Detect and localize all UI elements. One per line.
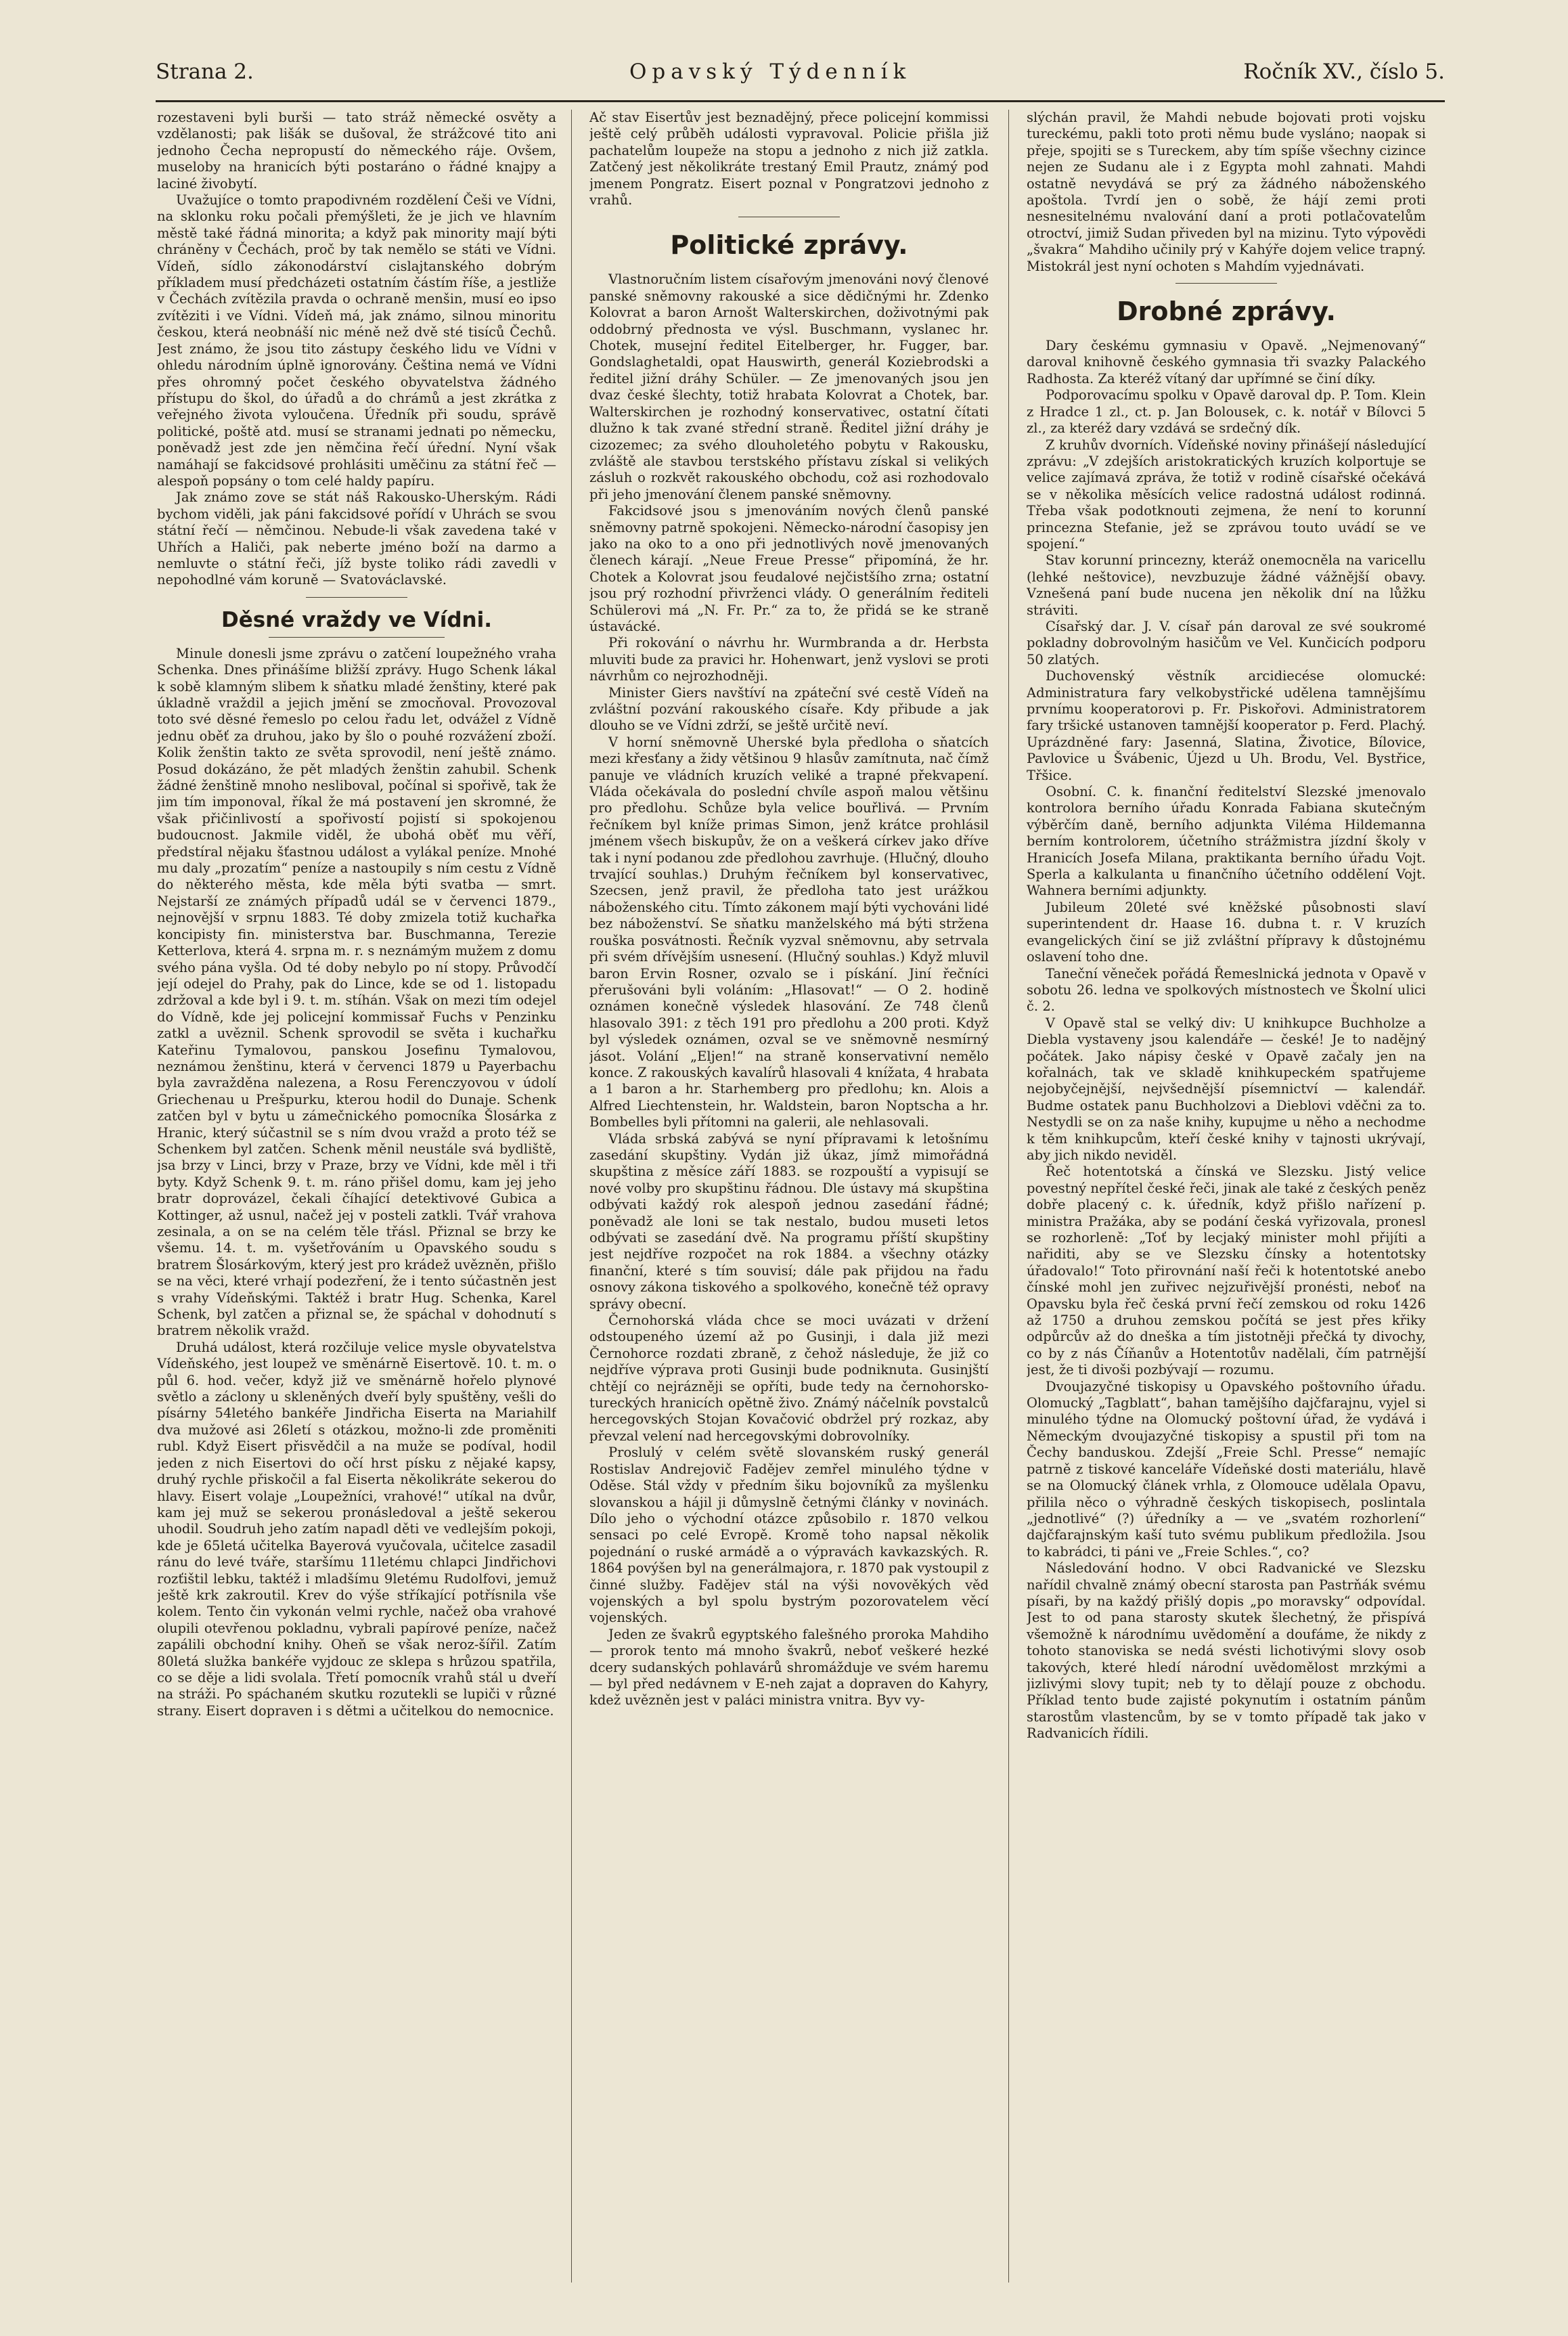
article-paragraph: Černohorská vláda chce se moci uvázati v držení odstoupeného území až po Gusinji, i dala již mezi Černohorce rozdati zbraně, z čehož následuje, že již co nejdříve výprava proti Gusinji bude podniknuta. Gusinjští chtějí co nejrázněji se opříti, bude tedy na černohorsko-tureckých hranicích opětně živo. Známý náčelník povstalců hercegovských Stojan Kovačović obdržel prý rozkaz, aby převzal velení nad hercegovskými dobrovolníky. [589,1313,989,1444]
article-paragraph: Jeden ze švakrů egyptského falešného proroka Mahdiho — prorok tento má mnoho švakrů, neboť veškeré hezké dcery sudanských pohlavárů shromážduje ve svém haremu — byl před nedávnem v E-neh zajat a dopraven do Kahyry, kdež uvězněn jest v paláci ministra vnitra. Byv vy- [589,1626,989,1709]
article-paragraph: V horní sněmovně Uherské byla předloha o sňatcích mezi křesťany a židy většinou 9 hlasův zamítnuta, nač čímž panuje ve vládních kruzích veliké a trapné překvapení. Vláda očekávala do poslední chvíle aspoň malou většinu pro předlohu. Schůze byla velice bouřlivá. — Prvním řečníkem byl kníže primas Simon, jenž krátce prohlásil jménem všech biskupův, že on a veškerá církev jako dříve tak i nyní podanou zde předlohou zavrhuje. (Hlučný, dlouho trvající souhlas.) Druhým řečníkem byl konservativec, Szecsen, jenž pravil, že předloha tato jest urážkou náboženského citu. Tímto zákonem mají býti vychováni lidé bez náboženství. Se sňatku manželského má býti stržena rouška posvátnosti. Řečník vyzval sněmovnu, aby setrvala při svém dřívějším usnesení. (Hlučný souhlas.) Když mluvil baron Ervin Rosner, ozvalo se i pískání. Jiní řečníci přerušováni byli voláním: „Hlasovat!“ — O 2. hodině oznámen konečně výsledek hlasování. Ze 748 členů hlasovalo 391: z těch 191 pro předlohu a 200 proti. Když byl výsledek oznámen, ozval se ve sněmovně nesmírný jásot. Volání „Eljen!“ na straně konservativní nemělo konce. Z rakouských kavalírů hlasovali 4 knížata, 4 hrabata a 1 baron a hr. Starhemberg pro předlohu; kn. Alois a Alfred Liechtenstein, hr. Waldstein, baron Noptscha a hr. Bombelles byli přítomni na galerii, ale nehlasovali. [589,734,989,1130]
news-item: Z kruhův dvorních. Vídeňské noviny přinášejí následující zprávu: „V zdejších aristokratických kruzích kolportuje se velice zajímavá zpráva, že totiž v rodině císařské očekává se v několika měsících velice radostná událost rodinná. Třeba však podotknouti zejmena, že není to korunní princezna Stefanie, jež se zprávou touto uvádí se ve spojení.“ [1027,437,1426,552]
article-paragraph: Vlastnoručním listem císařovým jmenováni nový členové panské sněmovny rakouské a sice dědičnými hr. Zdenko Kolovrat a baron Arnošt Walterskirchen, doživotnými pak oddobrný přednosta ve výsl. Buschmann, vyslanec hr. Chotek, musejní ředitel Eitelberger, hr. Fugger, bar. Gondslaghetaldi, opat Hauswirth, generál Koziebrodski a ředitel jižní dráhy Schüler. — Ze jmenovaných jsou jen dvaz české šlechty, totiž hrabata Kolovrat a Chotek, bar. Walterskirchen je rozhodný konservativec, ostatní čítati dlužno k tak zvané střední straně. Ředitel jižní dráhy je cizozemec; za svého dlouholetého pobytu v Rakousku, zvláště ale stavbou terstského přístavu získal si velikých zásluh o rozkvět rakouského obchodu, což asi rozhodovalo při jeho jmenování členem panské sněmovny. [589,271,989,502]
column-1 [157,110,556,2283]
section-divider [306,597,407,598]
masthead-title: Opavský Týdenník [629,60,912,84]
section-heading-political-news: Politické zprávy. [670,230,908,261]
article-paragraph: Minister Giers navštíví na zpáteční své cestě Vídeň na zvláštní pozvání rakouského císaře. Kdy přibude a jak dlouho se ve Vídni zdrží, se ještě určitě neví. [589,684,989,734]
news-item: Řeč hotentotská a čínská ve Slezsku. Jistý velice povestný nepřítel české řeči, jinak ale také z českých peněz dobře placený c. k. úředník, když přišlo nařízení p. ministra Pražáka, aby se podání česká vyřizovala, pronesl se rozhorleně: „Toť by lecjaký minister mohl přijíti a nařiditi, aby se ve Slezsku čínsky a hotentotsky úřadovalo!“ Toto přirovnání naší řeči k hotentotské anebo čínské mohl jen zuřivec nejzuřivější pronésti, neboť na Opavsku byla řeč česká první řečí zemskou od roku 1426 až 1750 a druhou zemskou počítá se jest přes křiky odpůrcův až do dneška a tím jistotněji přečká ty divochy, co by z nás Číňanův a Hotentotův nadělali, čím patrnější jest, že ti divoši pozbývají — rozumu. [1027,1164,1426,1378]
column-2 [589,110,989,2283]
section-divider [1175,283,1277,284]
news-item: Duchovenský věstník arcidiecése olomucké: Administratura fary velkobystřické udělena tamnějšímu prvnímu kooperatorovi p. Fr. Piskořovi. Administratorem fary tršické ustanoven tamnější kooperator p. Ferd. Plachý. Uprázdněné fary: Jasenná, Slatina, Životice, Bílovice, Pavlovice u Švábenic, Újezd u Uh. Brodu, Vel. Bystřice, Třšice. [1027,668,1426,783]
news-item: Taneční věneček pořádá Řemeslnická jednota v Opavě v sobotu 26. ledna ve spolkových místnostech ve Školní ulici č. 2. [1027,965,1426,1015]
issue-info: Ročník XV., číslo 5. [1243,60,1445,84]
section-heading-short-news: Drobné zprávy. [1117,296,1336,327]
article-paragraph: Minule donesli jsme zprávu o zatčení loupežného vraha Schenka. Dnes přinášíme bližší zprávy. Hugo Schenk lákal k sobě klamným slibem k sňatku mladé ženštiny, které pak úkladně vraždil a jejich jmění se zmocňoval. Provozoval toto své děsné řemeslo po celou řadu let, odvážel z Vídně jednu oběť za druhou, jako by šlo o pouhé rozvážení zboží. Kolik ženštin takto ze světa sprovodil, není ještě známo. Posud dokázáno, že pět mladých ženštin zahubil. Schenk žádné ženštině mnoho nesliboval, počínal si spořivě, tak že jim tím imponoval, říkal že má postavení jen skromné, že však přičinlivostí a spořivostí pojistí si spokojenou budoucnost. Jakmile viděl, že ubohá oběť mu věří, předstíral nějaku šťastnou událost a vylákal peníze. Mnohé mu daly „prozatím“ peníze a nastoupily s ním cestu z Vídně do některého města, kde měla býti svatba — smrt. Nejstarší ze známých případů udál se v červenci 1879., nejnovější v srpnu 1883. Té doby zmizela totiž kuchařka koncipisty fin. ministerstva bar. Buschmanna, Terezie Ketterlova, která 4. srpna m. r. s neznámým mužem z domu svého pána vyšla. Od té doby nebylo po ní stopy. Průvodčí její odejel do Prahy, pak do Lince, kde se od 1. listopadu zdržoval a kde byl i 9. t. m. stíhán. Však on mezi tím odejel do Vídně, kde jej policejní kommissař Fuchs v Penzinku zatkl a uvěznil. Schenk sprovodil se světa i kuchařku Kateřinu Tymalovou, panskou Josefinu Tymalovou, neznámou ženštinu, která v červenci 1879 u Payerbachu byla zavražděna nalezena, a Rosu Ferenczyovou v údolí Griechenau u Prešpurku, kterou hodil do Dunaje. Schenk zatčen byl v bytu u zámečnického pomocníka Šlosárka z Hranic, který súčastnil se s ním dvou vražd a proto též se Schenkem byl zatčen. Schenk měnil neustále svá bydliště, jsa brzy v Linci, brzy v Praze, brzy ve Vídni, kde měl i tři byty. Když Schenk 9. t. m. ráno přišel domu, kam jej jeho bratr doprovázel, čekali číhající detektivové Gubica a Kottinger, až usnul, načež jej v posteli zatkli. Tvář vrahova zesinala, a on se na celém těle třásl. Přiznal se brzy ke všemu. 14. t. m. vyšetřováním u Opavského soudu s bratrem Šlosárkovým, který jest pro krádež uvězněn, přišlo se na věci, které vrhají podezření, že i tento súčastněn jest s vrahy Vídeňskými. Taktéž i bratr Hug. Schenka, Karel Schenk, byl zatčen a přiznal se, že spáchal v dohodnutí s bratrem několik vražd. [157,645,556,1339]
news-item: Následování hodno. V obci Radvanické ve Slezsku nařídil chvalně známý obecní starosta pan Pastrňák svému písaři, by na každý přišlý dopis „po moravsky“ odpovídal. Jest to od pana starosty skutek šlechetný, že přispívá všemožně k národnímu uvědomění a doufáme, že nikdy z tohoto stanoviska se nedá svésti lichotivými slovy osob takových, které hledí národní uvědomělost mrzkými a jizlivými slovy tupit; neb ty to dělají pouze z obchodu. Příklad tento bude zajisté pokynutím i ostatním pánům starostům vlastencům, by se v tomto případě tak jako v Radvanicích řídili. [1027,1560,1426,1742]
article-paragraph: Při rokování o návrhu hr. Wurmbranda a dr. Herbsta mluviti bude za pravici hr. Hohenwart, jenž vyslovi se proti návrhům co nejrozhodněji. [589,635,989,684]
heading-underline [269,637,445,638]
article-paragraph: Uvažujíce o tomto prapodivném rozdělení Češi ve Vídni, na sklonku roku počali přemýšleti, že je jich ve hlavním městě také řádná minorita; a když pak minority mají býti chráněny v Čechách, proč by tak nemělo se státi ve Vídni. Vídeň, sídlo zákonodárství cislajtanského dobrým příkladem musí předcházeti ostatním částím říše, a jestliže v Čechách zvítězila pravda o ochraně menšin, musí eo ipso zvítěziti i ve Vídni. Vídeň má, jak známo, silnou minoritu českou, která neobnáší nic méně než dvě sté tisíců Čechů. Jest známo, že jsou tito zástupy českého lidu ve Vídni v ohledu národním úplně ignorovány. Čeština nemá ve Vídni přes ohromný počet českého obyvatelstva žádného přístupu do škol, do úřadů a do chrámů a jest zkrátka z veřejného života vyloučena. Úředník při soudu, správě politické, poště atd. musí se stranami jednati po německu, poněvadž jest zde jen němčina řečí úřední. Nyní však namáhají se fakcidsové prohlásiti uměčinu za státní řeč — alespoň popsány o tom celé haldy papíru. [157,192,556,489]
column-3 [1027,110,1426,2283]
column-rule [1008,110,1009,2283]
news-item: Stav korunní princezny, kteráž onemocněla na varicellu (lehké neštovice), nevzbuzuje žádné vážnější obavy. Vznešená paní bude nucena jen několik dní na lůžku stráviti. [1027,552,1426,618]
news-item: V Opavě stal se velký div: U knihkupce Buchholze a Diebla vystaveny jsou kalendáře — české! Je to nadějný počátek. Jako nápisy české v Opavě začaly jen na kořalnách, tak ve skladě knihkupeckém spatřujeme nejobyčejnější, nejvšednější písemnictví — kalendář. Budme ostatek panu Buchholzovi a Dieblovi vděčni za to. Nestydli se on za naše knihy, kupujme u něho a nechodme k těm knihkupcům, kteří české knihy v tajnosti ukrývají, aby jich nikdo neviděl. [1027,1015,1426,1163]
running-head [156,60,1445,100]
article-paragraph: rozestaveni byli burši — tato stráž německé osvěty a vzdělanosti; pak lišák se dušoval, že strážcové tito ani jednoho Čecha nepropustí do německého ráje. Ovšem, museloby na hranicích býti postaráno o řádné knajpy a laciné živobytí. [157,110,556,192]
news-item: Podporovacímu spolku v Opavě daroval dp. P. Tom. Klein z Hradce 1 zl., ct. p. Jan Bolousek, c. k. notář v Bílovci 5 zl., za kteréž dary vzdává se srdečný dík. [1027,387,1426,437]
article-paragraph: Ač stav Eisertův jest beznadějný, přece policejní kommissi ještě celý průběh události vypravoval. Policie přišla již pachatelům loupeže na stopu a jednoho z nich již zatkla. Zatčený jest několikráte trestaný Emil Prautz, známý pod jmenem Pongratz. Eisert poznal v Pongratzovi jednoho z vrahů. [589,110,989,208]
article-paragraph: Proslulý v celém světě slovanském ruský generál Rostislav Andrejovič Fadějev zemřel minulého týdne v Oděse. Stál vždy v předním šiku bojovníků za myšlenku slovanskou a hájil ji důmyslně četnými články v novinách. Dílo jeho o východní otázce způsobilo r. 1870 velkou sensaci po celé Evropě. Kromě toho napsal několik pojednání o ruské armádě a o výpravách kavkazských. R. 1864 povýšen byl na generálmajora, r. 1870 pak vystoupil z činné služby. Fadějev stál na výši novověkých věd vojenských a byl spolu bystrým pozorovatelem věcí vojenských. [589,1445,989,1626]
article-paragraph: Jak známo zove se stát náš Rakousko-Uherským. Rádi bychom viděli, jak páni fakcidsové pořídí v Uhrách se svou státní řečí — němčinou. Nebude-li však zavedena také v Uhřích a Haliči, pak neberte jméno boží na darmo a nemluvte o státní řeči, jíž byste toliko rádi zavedli v nepohodlné vám koruně — Svatováclavské. [157,489,556,588]
column-rule [571,110,572,2283]
article-paragraph: Druhá událost, která rozčiluje velice mysle obyvatelstva Vídeňského, jest loupež ve směnárně Eisertově. 10. t. m. o půl 6. hod. večer, když již ve směnárně hořelo plynové světlo a záclony u skleněných dveří byly spuštěny, vešli do písárny 54letého bankéře Jindřicha Eiserta na Mariahilf dva mužové asi 26letí s otázkou, možno-li zde proměniti rubl. Když Eisert přisvědčil a na muže se podíval, hodil jeden z nich Eisertovi do očí hrst písku z nějaké kapsy, druhý rychle přiskočil a fal Eiserta několikráte sekerou do hlavy. Eisert volaje „Loupežníci, vrahové!“ utíkal na dvůr, kam jej muž se sekerou pronásledoval a ještě sekerou uhodil. Soudruh jeho zatím napadl děti ve vedlejším pokoji, kde je 65letá učitelka Bayerová vyučovala, učitelce zasadil ránu do levé tváře, staršímu 11letému chlapci Jindřichovi rozťištil lebku, taktéž i mladšímu 9letému Rudolfovi, jemuž ještě krk zakroutil. Krev do výše stříkající potřísnila vše kolem. Tento čin vykonán velmi rychle, načež oba vrahové olupili otevřenou pokladnu, vybrali papírové peníze, načež zapálili obchodní knihy. Oheň se však neroz-šířil. Zatím 80letá služka bankéře vyjdouc ze sklepa s hrůzou spatřila, co se děje a lidi svolala. Třetí pomocník vrahů stál u dveří na stráži. Po spáchaném skutku rozutekli se lupiči v různé strany. Eisert dopraven i s dětmi a učitelkou do nemocnice. [157,1339,556,1719]
section-heading-vienna-murders: Děsné vraždy ve Vídni. [221,607,493,632]
news-item: Osobní. C. k. finanční ředitelství Slezské jmenovalo kontrolora berního úřadu Konrada Fabiana skutečným výběrčím daně, berního adjunkta Viléma Hildemanna berním kontrolorem, účetního strážmistra jízdní školy v Hranicích Josefa Milana, praktikanta berního úřadu Vojt. Sperla a kalkulanta u finančního účetního oddělení Vojt. Wahnera berními adjunkty. [1027,784,1426,899]
article-paragraph: slýchán pravil, že Mahdi nebude bojovati proti vojsku tureckému, pakli toto proti němu bude vysláno; naopak si přeje, spojiti se s Tureckem, aby tím spíše všechny cizince nejen ze Sudanu ale i z Egypta mohl zahnati. Mahdi ostatně nevydává se prý za žádného náboženského apoštola. Tvrdí jen o sobě, že hájí zemi proti nesnesitelnému nvalování daní a proti potlačovatelům otroctví, jimiž Sudan přiveden byl na mizinu. Tyto výpovědi „švakra“ Mahdiho učinily prý v Kahýře dojem velice trapný. Mistokrál jest nyní ochoten s Mahdím vyjednávati. [1027,110,1426,274]
article-paragraph: Fakcidsové jsou s jmenováním nových členů panské sněmovny patrně spokojeni. Německo-národní časopisy jen jako na oko to a ono při jednotlivých nově jmenovaných členech kárají. „Neue Freue Presse“ připomíná, že hr. Chotek a Kolovrat jsou feudalové nejčistšího zrna; ostatní jsou prý rozhodní přivrženci vlády. O generálním řediteli Schülerovi má „N. Fr. Pr.“ za to, že přidá se ke straně ústavácké. [589,503,989,634]
news-item: Dvoujazyčné tiskopisy u Opavského poštovního úřadu. Olomucký „Tagblatt“, bahan tamějšího dajčfarajnu, vyjel si minulého týdne na Olomucký poštovní úřad, že vydává i Německým dvoujazyčné tiskopisy a spustil při tom na Čechy banduskou. Zdejší „Freie Schl. Presse“ nemajíc patrně z tiskové kanceláře Vídeňské dosti materiálu, hlavě se na Olomucký článek vrhla, z Olomouce udělala Opavu, přilila něco o výhradně českých tiskopisech, poslintala „jednotlivé“ (?) úředníky a — ve „svatém rozhorlení“ dajčfarajnským kaší tuto svému publikum předložila. Jsou to kabrádci, ti páni ve „Freie Schles.“, co? [1027,1378,1426,1560]
article-paragraph: Vláda srbská zabývá se nyní přípravami k letošnímu zasedání skupštiny. Vydán již úkaz, jímž mimořádná skupština z měsíce září 1883. se rozpouští a vypisují se nové volby pro skupštinu řádnou. Dle ústavy má skupština odbývati každý rok alespoň jednou zasedání řádné; poněvadž ale loni se tak nestalo, budou museti letos odbývati se zasedání dvě. Na programu příští skupštiny jest nejdříve rozpočet na rok 1884. a všechny otázky finanční, které s tím souvisí; dále pak přijdou na řadu osnovy zákona tiskového a spolkového, konečně též opravy správy obecní. [589,1130,989,1312]
page-number: Strana 2. [156,60,254,84]
news-item: Jubileum 20leté své kněžské působnosti slaví superintendent dr. Haase 16. dubna t. r. V kruzích evangelických činí se již zvláštní přípravy k důstojnému oslavení toho dne. [1027,899,1426,965]
news-item: Dary českému gymnasiu v Opavě. „Nejmenovaný“ daroval knihovně českého gymnasia tři svazky Palackého Radhosta. Za kteréž vítaný dar upřímné se činí díky. [1027,338,1426,387]
header-rule [156,100,1445,102]
news-item: Císařský dar. J. V. císař pán daroval ze své soukromé pokladny dobrovolným hasičům ve Vel. Kunčicích podporu 50 zlatých. [1027,618,1426,667]
